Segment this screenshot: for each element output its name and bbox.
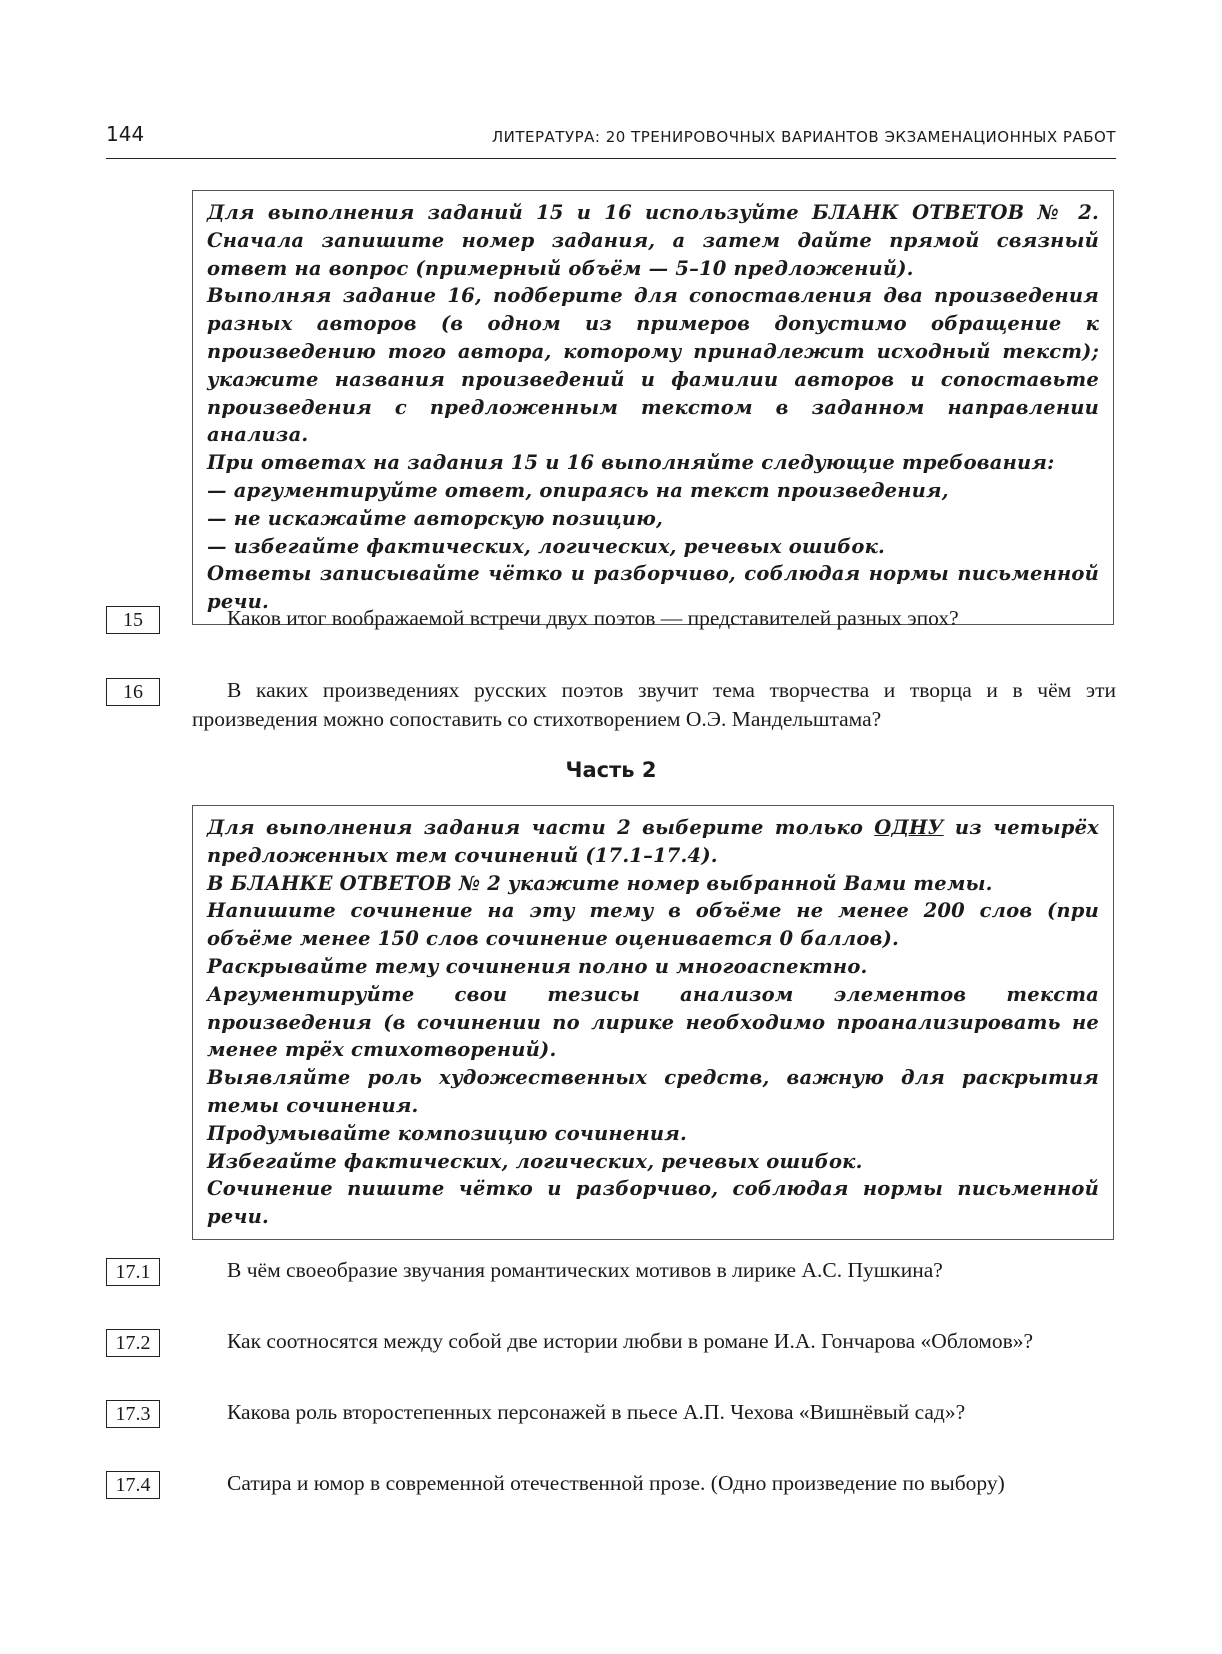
- instruction-line: Продумывайте композицию сочинения.: [207, 1121, 687, 1145]
- instruction-line: Для выполнения заданий 15 и 16 используйте БЛАНК ОТВЕТОВ № 2. Сначала запишите номер задания, а затем дайте прямой связный ответ на вопрос (примерный объём — 5–10 предложений).: [207, 201, 1099, 280]
- task-number-box: 17.3: [106, 1400, 160, 1428]
- running-title: ЛИТЕРАТУРА: 20 ТРЕНИРОВОЧНЫХ ВАРИАНТОВ ЭКЗАМЕНАЦИОННЫХ РАБОТ: [491, 128, 1116, 146]
- instruction-line: — аргументируйте ответ, опираясь на текст произведения,: [207, 478, 949, 502]
- instruction-line: — не искажайте авторскую позицию,: [207, 506, 664, 530]
- instruction-text: из четырёх предложенных тем сочинений (17.1–17.4).: [207, 816, 1099, 867]
- section-title-part2: Часть 2: [565, 758, 657, 782]
- instruction-line: Аргументируйте свои тезисы анализом элементов текста произведения (в сочинении по лирике необходимо проанализировать не менее трёх стихотворений).: [207, 982, 1099, 1062]
- task-question: В чём своеобразие звучания романтических мотивов в лирике А.С. Пушкина?: [227, 1258, 943, 1282]
- instructions-box-part2: [192, 805, 1114, 1240]
- instruction-line: В БЛАНКЕ ОТВЕТОВ № 2 укажите номер выбранной Вами темы.: [207, 871, 993, 895]
- task-15: [106, 604, 1116, 633]
- task-number-box: 15: [106, 606, 160, 634]
- page-header: [106, 118, 1116, 159]
- instruction-line: При ответах на задания 15 и 16 выполняйте следующие требования:: [207, 451, 1055, 475]
- emphasis-one: ОДНУ: [874, 816, 944, 839]
- instruction-line: Выявляйте роль художественных средств, важную для раскрытия темы сочинения.: [207, 1066, 1099, 1117]
- task-17-4: [106, 1469, 1116, 1498]
- task-17-2: [106, 1327, 1116, 1356]
- task-question: Какова роль второстепенных персонажей в пьесе А.П. Чехова «Вишнёвый сад»?: [227, 1400, 966, 1424]
- instruction-line: [207, 814, 1099, 870]
- instruction-text: Для выполнения задания части 2 выберите только: [207, 816, 875, 839]
- task-17-3: [106, 1398, 1116, 1427]
- instructions-box-part1: [192, 190, 1114, 625]
- instruction-line: — избегайте фактических, логических, речевых ошибок.: [207, 534, 885, 558]
- instruction-line: Сочинение пишите чётко и разборчиво, соблюдая нормы письменной речи.: [207, 1177, 1099, 1229]
- task-number-box: 16: [106, 678, 160, 706]
- instruction-line: Ответы записывайте чётко и разборчиво, соблюдая нормы письменной речи.: [207, 562, 1099, 614]
- task-number-box: 17.4: [106, 1471, 160, 1499]
- instruction-line: Напишите сочинение на эту тему в объёме не менее 200 слов (при объёме менее 150 слов сочинение оценивается 0 баллов).: [207, 899, 1099, 951]
- instruction-line: Раскрывайте тему сочинения полно и многоаспектно.: [207, 954, 868, 978]
- task-question: Каков итог воображаемой встречи двух поэтов — представителей разных эпох?: [227, 606, 959, 630]
- task-16: [106, 676, 1116, 734]
- task-question: Как соотносятся между собой две истории любви в романе И.А. Гончарова «Обломов»?: [227, 1329, 1034, 1353]
- instruction-line: Избегайте фактических, логических, речевых ошибок.: [207, 1149, 863, 1173]
- task-question: В каких произведениях русских поэтов звучит тема творчества и творца и в чём эти произведения можно сопоставить со стихотворением О.Э. Мандельштама?: [192, 678, 1116, 731]
- page-number: 144: [106, 122, 145, 146]
- task-question: Сатира и юмор в современной отечественной прозе. (Одно произведение по выбору): [227, 1471, 1005, 1495]
- task-number-box: 17.1: [106, 1258, 160, 1286]
- instruction-line: Выполняя задание 16, подберите для сопоставления два произведения разных авторов (в одном из примеров допустимо обращение к произведению того автора, которому принадлежит исходный текст); укажите названия произведений и фамилии авторов и сопоставьте произведения с предложенным текстом в заданном направлении анализа.: [207, 284, 1099, 447]
- task-17-1: [106, 1256, 1116, 1285]
- task-number-box: 17.2: [106, 1329, 160, 1357]
